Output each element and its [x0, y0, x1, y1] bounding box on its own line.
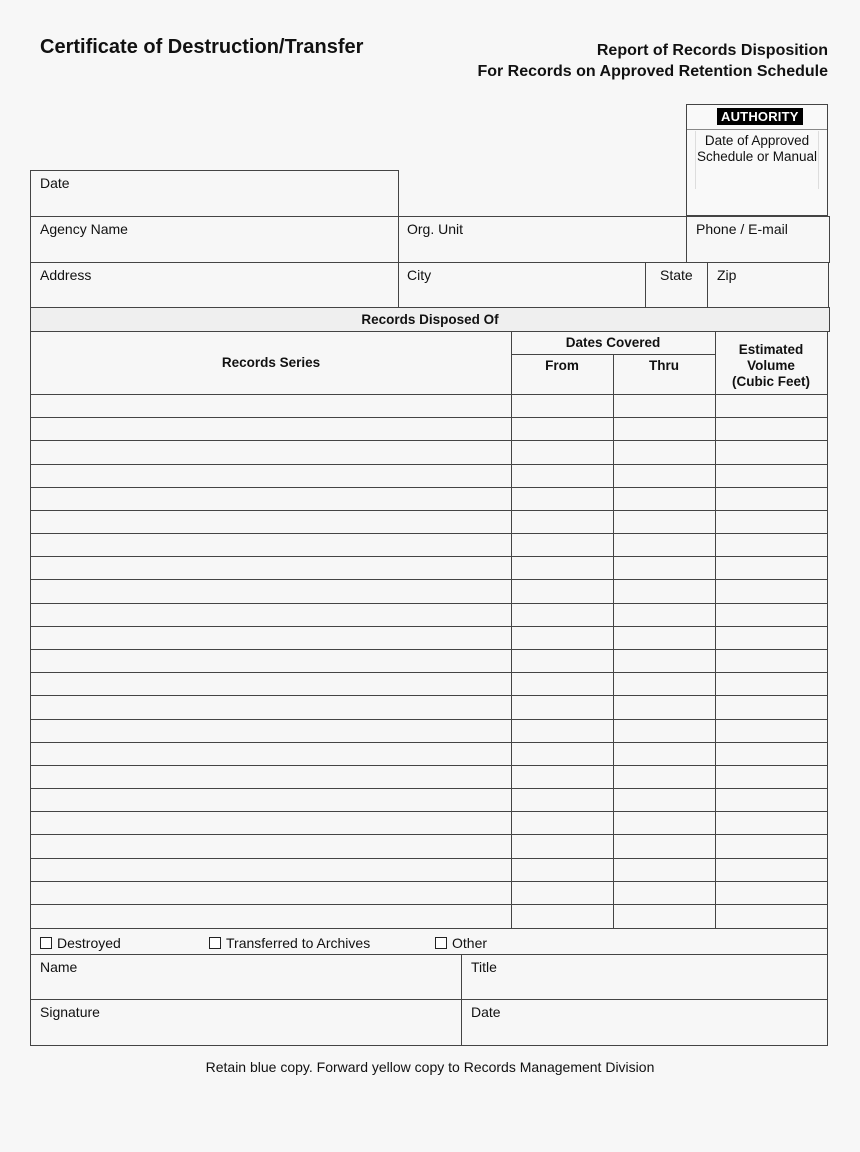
date-label: Date	[40, 175, 70, 191]
other-checkbox[interactable]	[435, 937, 447, 949]
table-row[interactable]	[31, 672, 827, 695]
destroyed-option[interactable]	[40, 935, 121, 951]
transferred-checkbox[interactable]	[209, 937, 221, 949]
other-label: Other	[452, 935, 488, 951]
city-label: City	[407, 267, 432, 283]
table-row[interactable]	[31, 834, 827, 857]
state-label: State	[660, 267, 693, 283]
table-row[interactable]	[31, 579, 827, 602]
phone-email-label: Phone / E-mail	[696, 221, 788, 237]
agency-name-label: Agency Name	[40, 221, 128, 237]
col-header-from: From	[545, 358, 579, 373]
table-row[interactable]	[31, 556, 827, 579]
other-option[interactable]	[435, 935, 487, 951]
report-line-1: Report of Records Disposition	[596, 42, 828, 59]
table-row[interactable]	[31, 788, 827, 811]
zip-field[interactable]	[707, 262, 829, 308]
transferred-option[interactable]	[209, 935, 370, 951]
col-header-dates-covered: Dates Covered	[565, 335, 661, 350]
table-row[interactable]	[31, 603, 827, 626]
report-heading	[477, 40, 828, 82]
name-field[interactable]	[30, 954, 462, 1000]
address-field[interactable]	[30, 262, 399, 308]
destroyed-checkbox[interactable]	[40, 937, 52, 949]
org-unit-label: Org. Unit	[407, 221, 464, 237]
transferred-label: Transferred to Archives	[226, 935, 371, 951]
table-row[interactable]	[31, 626, 827, 649]
destroyed-label: Destroyed	[57, 935, 121, 951]
phone-email-field[interactable]	[686, 216, 830, 263]
volume-line-1: Estimated	[738, 342, 804, 357]
agency-name-field[interactable]	[30, 216, 399, 263]
table-row[interactable]	[31, 742, 827, 765]
zip-label: Zip	[717, 267, 737, 283]
volume-line-3: (Cubic Feet)	[731, 374, 810, 389]
report-line-2: For Records on Approved Retention Schedule	[477, 63, 828, 80]
table-bottom-row-line	[31, 904, 827, 905]
disposition-row	[30, 928, 828, 955]
authority-heading: AUTHORITY	[717, 108, 803, 125]
table-row[interactable]	[31, 417, 827, 440]
org-unit-field[interactable]	[398, 216, 687, 263]
table-row[interactable]	[31, 765, 827, 788]
table-row[interactable]	[31, 464, 827, 487]
form-title: Certificate of Destruction/Transfer	[40, 36, 364, 58]
records-table	[30, 331, 828, 929]
col-header-thru: Thru	[649, 358, 679, 373]
signoff-date-label: Date	[471, 1004, 501, 1020]
authority-description	[687, 133, 827, 165]
authority-header	[687, 105, 827, 130]
col-header-records-series: Records Series	[221, 355, 321, 370]
signoff-date-field[interactable]	[461, 999, 828, 1046]
state-field[interactable]	[645, 262, 708, 308]
authority-box	[686, 104, 828, 216]
title-field[interactable]	[461, 954, 828, 1000]
table-row[interactable]	[31, 510, 827, 533]
table-row[interactable]	[31, 881, 827, 904]
records-section-title: Records Disposed Of	[361, 312, 499, 327]
authority-line-2: Schedule or Manual	[696, 149, 818, 164]
table-row[interactable]	[31, 719, 827, 742]
footer-instructions: Retain blue copy. Forward yellow copy to Records Management Division	[205, 1059, 655, 1075]
table-row[interactable]	[31, 649, 827, 672]
authority-line-1: Date of Approved	[704, 133, 810, 148]
address-label: Address	[40, 267, 92, 283]
table-row[interactable]	[31, 695, 827, 718]
name-label: Name	[40, 959, 78, 975]
dates-covered-divider	[511, 354, 715, 355]
table-row[interactable]	[31, 440, 827, 463]
table-row[interactable]	[31, 858, 827, 881]
table-row[interactable]	[31, 811, 827, 834]
city-field[interactable]	[398, 262, 646, 308]
volume-line-2: Volume	[747, 358, 795, 373]
col-header-volume	[715, 342, 827, 390]
records-section-bar	[30, 307, 830, 332]
table-row[interactable]	[31, 487, 827, 510]
table-row[interactable]	[31, 533, 827, 556]
table-row[interactable]	[31, 394, 827, 417]
signature-field[interactable]	[30, 999, 462, 1046]
date-field[interactable]	[30, 170, 399, 217]
title-label: Title	[471, 959, 497, 975]
signature-label: Signature	[40, 1004, 100, 1020]
